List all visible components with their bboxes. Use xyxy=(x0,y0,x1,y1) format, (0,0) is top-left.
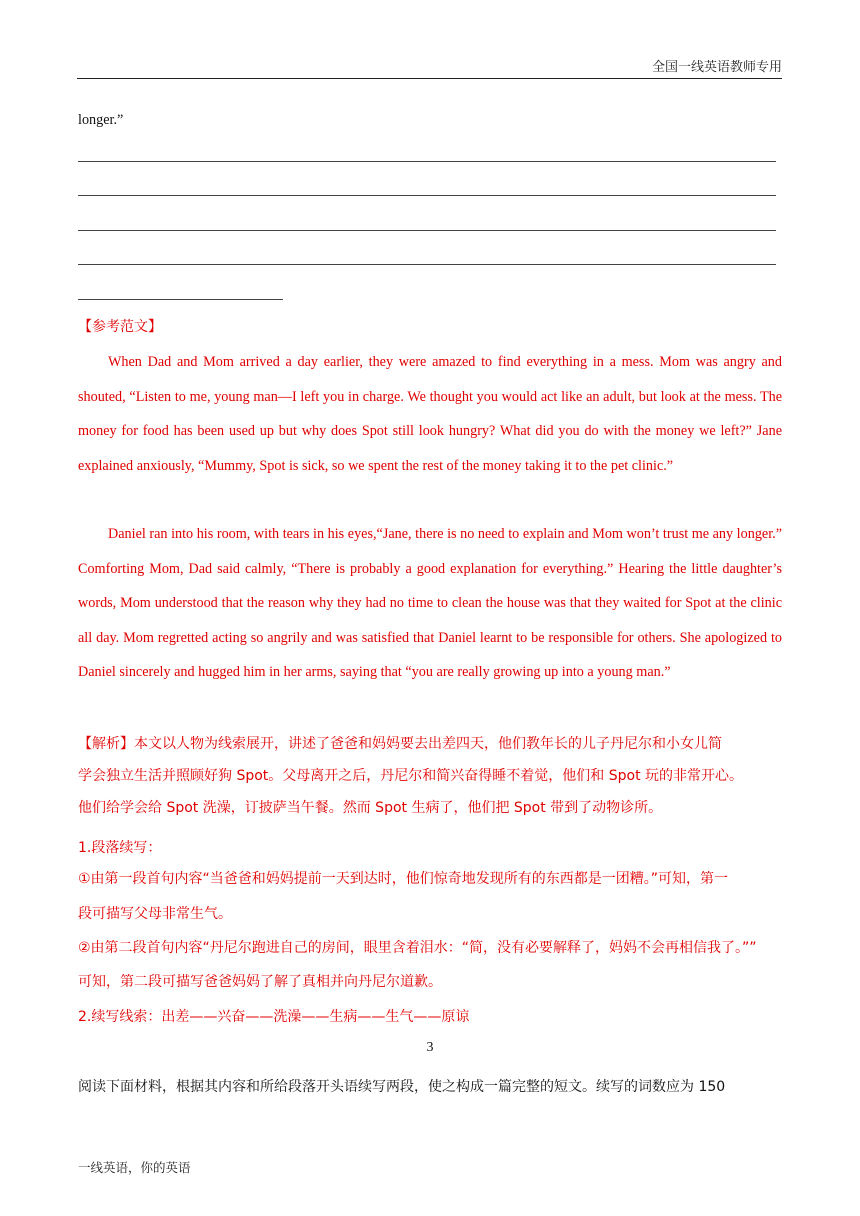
analysis-line-5: ①由第一段首句内容“当爸爸和妈妈提前一天到达时，他们惊奇地发现所有的东西都是一团糟。”可知，第一 xyxy=(78,871,729,887)
next-question-instruction: 阅读下面材料，根据其内容和所给段落开头语续写两段，使之构成一篇完整的短文。续写的词数应为 150 xyxy=(78,1079,726,1095)
reference-paragraph-1: When Dad and Mom arrived a day earlier, they were amazed to find everything in a mess. Mom was angry and shouted, “Listen to me, young man—I left you in charge. We thought you would act like an adult, but look at the mess. The money for food has been used up but why does Spot still look hungry? What did you do with the money we left?” Jane explained anxiously, “Mummy, Spot is sick, so we spent the rest of the money taking it to the pet clinic.” xyxy=(78,354,782,474)
analysis-line-6: 段可描写父母非常生气。 xyxy=(78,906,232,922)
header-rule xyxy=(77,78,782,79)
continuation-text: longer.” xyxy=(78,112,124,128)
writing-line xyxy=(78,161,776,162)
analysis-line-2: 学会独立生活并照顾好狗 Spot。父母离开之后，丹尼尔和简兴奋得睡不着觉，他们和 Spot 玩的非常开心。 xyxy=(78,768,744,784)
footer-slogan: 一线英语，你的英语 xyxy=(78,1160,191,1175)
analysis-line-9: 2.续写线索：出差——兴奋——洗澡——生病——生气——原谅 xyxy=(78,1009,470,1025)
reference-paragraph-2: Daniel ran into his room, with tears in his eyes,“Jane, there is no need to explain and Mom won’t trust me any longer.” Comforting Mom, Dad said calmly, “There is probably a good explanation for everything.” Hearing the little daughter’s words, Mom understood that the reason why they had no time to clean the house was that they waited for Spot at the clinic all day. Mom regretted acting so angrily and was satisfied that Daniel learnt to be responsible for others. She apologized to Daniel sincerely and hugged him in her arms, saying that “you are really growing up into a young man.” xyxy=(78,526,782,680)
header-tagline: 全国一线英语教师专用 xyxy=(651,60,782,75)
writing-line-short xyxy=(78,299,283,300)
writing-line xyxy=(78,195,776,196)
analysis-line-7: ②由第二段首句内容“丹尼尔跑进自己的房间，眼里含着泪水：“简，没有必要解释了，妈妈不会再相信我了。”” xyxy=(78,940,757,956)
analysis-heading: 【解析】 xyxy=(78,736,134,752)
writing-line xyxy=(78,264,776,265)
analysis-text: 本文以人物为线索展开，讲述了爸爸和妈妈要去出差四天，他们教年长的儿子丹尼尔和小女儿简 xyxy=(134,736,722,752)
analysis-line-8: 可知，第二段可描写爸爸妈妈了解了真相并向丹尼尔道歉。 xyxy=(78,974,442,990)
analysis-line-4: 1.段落续写： xyxy=(78,840,162,856)
analysis-line-1 xyxy=(78,733,782,753)
section-number: 3 xyxy=(426,1040,434,1055)
writing-line xyxy=(78,230,776,231)
analysis-line-3: 他们给学会给 Spot 洗澡，订披萨当午餐。然而 Spot 生病了，他们把 Spot 带到了动物诊所。 xyxy=(78,800,663,816)
reference-heading: 【参考范文】 xyxy=(78,319,162,335)
